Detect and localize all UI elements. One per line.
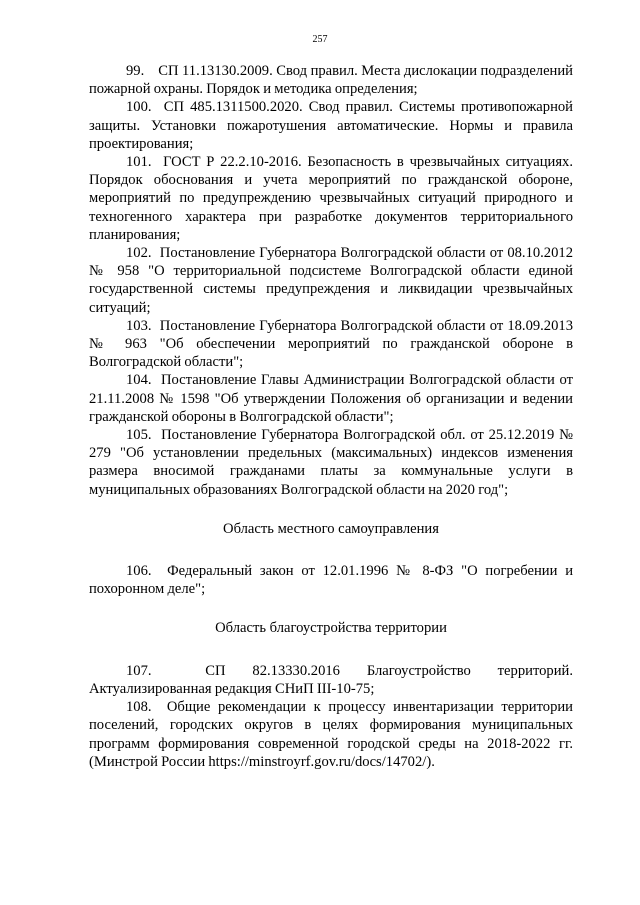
- list-item-100: 100. СП 485.1311500.2020. Свод правил. Системы противопожарной защиты. Установки пожаротушения автоматические. Нормы и правила проектирования;: [89, 99, 573, 152]
- section-heading-local-government: Область местного самоуправления: [223, 520, 439, 537]
- list-item-107: 107. СП 82.13330.2016 Благоустройство территорий. Актуализированная редакция СНиП III-10-75;: [89, 662, 573, 697]
- page-number: 257: [312, 34, 328, 45]
- list-item-103: 103. Постановление Губернатора Волгоградской области от 18.09.2013 № 963 "Об обеспечении мероприятий по гражданской обороне в Волгоградской области";: [89, 317, 573, 371]
- list-item-105: 105. Постановление Губернатора Волгоградской обл. от 25.12.2019 № 279 "Об установлении предельных (максимальных) индексов изменения размера вносимой гражданами платы за коммунальные услуги в муниципальных образованиях Волгоградской области на 2020 год";: [89, 427, 573, 498]
- document-body: [89, 62, 573, 771]
- list-item-104: 104. Постановление Главы Администрации Волгоградской области от 21.11.2008 № 1598 "Об утверждении Положения об организации и ведении гражданской обороны в Волгоградской области";: [89, 372, 573, 425]
- list-item-101: 101. ГОСТ Р 22.2.10-2016. Безопасность в чрезвычайных ситуациях. Порядок обоснования и учета мероприятий по гражданской обороне, мероприятий по предупреждению чрезвычайных ситуаций природного и техногенного характера при разработке документов территориального планирования;: [89, 154, 573, 243]
- list-item-108: 108. Общие рекомендации к процессу инвентаризации территории поселений, городских округов в целях формирования муниципальных программ формирования современной городской среды на 2018-2022 гг. (Минстрой России https://minstroyrf.gov.ru/docs/14702/).: [89, 699, 573, 770]
- section-heading-territory-improvement: Область благоустройства территории: [215, 620, 447, 637]
- list-item-99: 99. СП 11.13130.2009. Свод правил. Места дислокации подразделений пожарной охраны. Порядок и методика определения;: [89, 63, 573, 98]
- list-item-106: 106. Федеральный закон от 12.01.1996 № 8-ФЗ "О погребении и похоронном деле";: [89, 563, 573, 598]
- list-item-102: 102. Постановление Губернатора Волгоградской области от 08.10.2012 № 958 "О территориальной подсистеме Волгоградской области единой государственной системы предупреждения и ликвидации чрезвычайных ситуаций;: [89, 245, 573, 316]
